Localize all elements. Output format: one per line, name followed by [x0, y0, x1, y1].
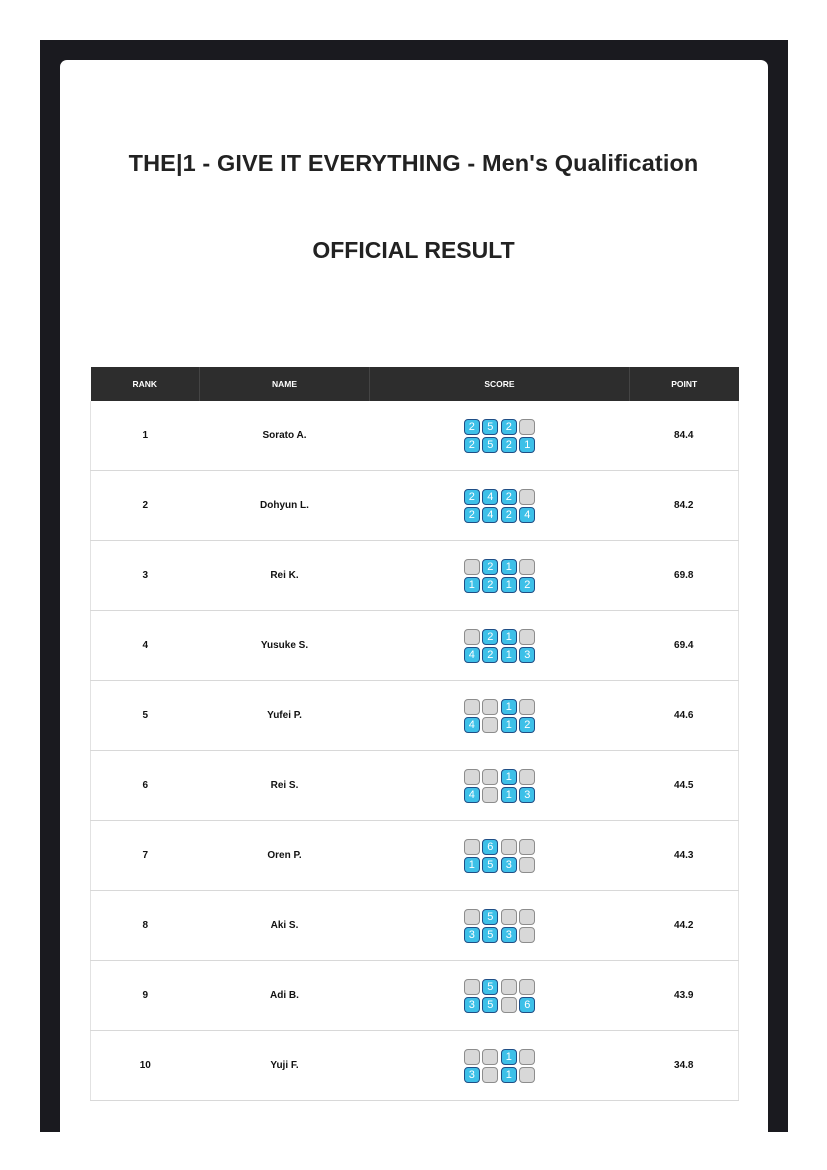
attempt-box: 3: [464, 997, 480, 1013]
header-name: NAME: [200, 367, 370, 401]
attempt-box: 2: [501, 489, 517, 505]
attempt-box: 4: [464, 647, 480, 663]
score-cell: [370, 611, 630, 681]
attempt-box: 2: [482, 647, 498, 663]
attempt-box: 1: [501, 1067, 517, 1083]
empty-attempt-box: [501, 997, 517, 1013]
point-cell: 34.8: [630, 1031, 739, 1101]
header-rank: RANK: [91, 367, 200, 401]
attempt-box: 2: [482, 559, 498, 575]
table-row: [91, 751, 739, 821]
point-cell: 69.4: [630, 611, 739, 681]
attempt-box: 3: [464, 1067, 480, 1083]
empty-attempt-box: [501, 839, 517, 855]
empty-attempt-box: [501, 909, 517, 925]
attempt-box: 1: [501, 787, 517, 803]
empty-attempt-box: [519, 629, 535, 645]
point-cell: 84.2: [630, 471, 739, 541]
attempt-grid: [464, 629, 536, 663]
attempt-box: 1: [501, 629, 517, 645]
empty-attempt-box: [519, 979, 535, 995]
athlete-name: Aki S.: [200, 891, 370, 961]
attempt-box: 5: [482, 857, 498, 873]
rank-cell: 2: [91, 471, 200, 541]
empty-attempt-box: [519, 489, 535, 505]
attempt-box: 3: [501, 857, 517, 873]
point-cell: 44.6: [630, 681, 739, 751]
empty-attempt-box: [464, 909, 480, 925]
empty-attempt-box: [464, 559, 480, 575]
point-cell: 44.5: [630, 751, 739, 821]
athlete-name: Yufei P.: [200, 681, 370, 751]
attempt-box: 3: [464, 927, 480, 943]
rank-cell: 3: [91, 541, 200, 611]
empty-attempt-box: [501, 979, 517, 995]
page-title: THE|1 - GIVE IT EVERYTHING - Men's Qualification: [128, 150, 699, 176]
attempt-box: 2: [501, 437, 517, 453]
rank-cell: 4: [91, 611, 200, 681]
table-row: [91, 961, 739, 1031]
score-cell: [370, 401, 630, 471]
athlete-name: Sorato A.: [200, 401, 370, 471]
rank-cell: 1: [91, 401, 200, 471]
attempt-grid: [464, 1049, 536, 1083]
attempt-box: 5: [482, 437, 498, 453]
attempt-box: 5: [482, 927, 498, 943]
rank-cell: 10: [91, 1031, 200, 1101]
score-cell: [370, 961, 630, 1031]
athlete-name: Oren P.: [200, 821, 370, 891]
attempt-box: 1: [501, 717, 517, 733]
attempt-box: 2: [501, 419, 517, 435]
athlete-name: Yuji F.: [200, 1031, 370, 1101]
empty-attempt-box: [464, 979, 480, 995]
attempt-box: 4: [519, 507, 535, 523]
results-body: [91, 401, 739, 1101]
table-row: [91, 821, 739, 891]
attempt-box: 2: [482, 629, 498, 645]
attempt-box: 1: [501, 1049, 517, 1065]
empty-attempt-box: [519, 419, 535, 435]
empty-attempt-box: [519, 769, 535, 785]
attempt-box: 1: [501, 577, 517, 593]
attempt-grid: [464, 909, 536, 943]
empty-attempt-box: [482, 769, 498, 785]
empty-attempt-box: [519, 559, 535, 575]
attempt-box: 2: [501, 507, 517, 523]
page-subtitle: OFFICIAL RESULT: [312, 237, 515, 263]
attempt-grid: [464, 699, 536, 733]
attempt-box: 4: [464, 717, 480, 733]
table-row: [91, 611, 739, 681]
attempt-box: 5: [482, 419, 498, 435]
athlete-name: Dohyun L.: [200, 471, 370, 541]
attempt-grid: [464, 419, 536, 453]
athlete-name: Rei S.: [200, 751, 370, 821]
attempt-grid: [464, 769, 536, 803]
empty-attempt-box: [464, 769, 480, 785]
empty-attempt-box: [482, 787, 498, 803]
attempt-box: 2: [519, 717, 535, 733]
point-cell: 69.8: [630, 541, 739, 611]
attempt-box: 2: [519, 577, 535, 593]
attempt-box: 3: [519, 647, 535, 663]
attempt-grid: [464, 839, 536, 873]
header-score: SCORE: [370, 367, 630, 401]
attempt-box: 5: [482, 979, 498, 995]
score-cell: [370, 471, 630, 541]
score-cell: [370, 681, 630, 751]
attempt-box: 3: [501, 927, 517, 943]
point-cell: 84.4: [630, 401, 739, 471]
header-row: [91, 367, 739, 401]
attempt-box: 5: [482, 909, 498, 925]
attempt-box: 5: [482, 997, 498, 1013]
empty-attempt-box: [482, 717, 498, 733]
empty-attempt-box: [464, 699, 480, 715]
empty-attempt-box: [482, 1049, 498, 1065]
empty-attempt-box: [519, 1049, 535, 1065]
rank-cell: 9: [91, 961, 200, 1031]
results-table: [90, 367, 739, 1101]
attempt-box: 1: [501, 559, 517, 575]
point-cell: 44.3: [630, 821, 739, 891]
table-row: [91, 681, 739, 751]
table-row: [91, 401, 739, 471]
attempt-grid: [464, 489, 536, 523]
rank-cell: 8: [91, 891, 200, 961]
score-cell: [370, 541, 630, 611]
score-cell: [370, 821, 630, 891]
attempt-box: 6: [482, 839, 498, 855]
empty-attempt-box: [464, 1049, 480, 1065]
empty-attempt-box: [519, 1067, 535, 1083]
attempt-box: 4: [482, 507, 498, 523]
point-cell: 44.2: [630, 891, 739, 961]
attempt-box: 1: [501, 699, 517, 715]
rank-cell: 5: [91, 681, 200, 751]
rank-cell: 6: [91, 751, 200, 821]
empty-attempt-box: [482, 699, 498, 715]
attempt-box: 2: [464, 489, 480, 505]
table-row: [91, 541, 739, 611]
attempt-box: 1: [501, 769, 517, 785]
attempt-box: 2: [464, 507, 480, 523]
athlete-name: Yusuke S.: [200, 611, 370, 681]
score-cell: [370, 751, 630, 821]
attempt-box: 1: [464, 577, 480, 593]
empty-attempt-box: [519, 857, 535, 873]
attempt-grid: [464, 979, 536, 1013]
empty-attempt-box: [519, 839, 535, 855]
attempt-grid: [464, 559, 536, 593]
empty-attempt-box: [482, 1067, 498, 1083]
empty-attempt-box: [464, 839, 480, 855]
attempt-box: 6: [519, 997, 535, 1013]
point-cell: 43.9: [630, 961, 739, 1031]
athlete-name: Adi B.: [200, 961, 370, 1031]
attempt-box: 2: [464, 419, 480, 435]
empty-attempt-box: [519, 927, 535, 943]
athlete-name: Rei K.: [200, 541, 370, 611]
empty-attempt-box: [519, 909, 535, 925]
rank-cell: 7: [91, 821, 200, 891]
attempt-box: 1: [501, 647, 517, 663]
attempt-box: 2: [464, 437, 480, 453]
table-row: [91, 1031, 739, 1101]
attempt-box: 2: [482, 577, 498, 593]
empty-attempt-box: [519, 699, 535, 715]
score-cell: [370, 1031, 630, 1101]
header-point: POINT: [630, 367, 739, 401]
score-cell: [370, 891, 630, 961]
attempt-box: 4: [482, 489, 498, 505]
attempt-box: 1: [519, 437, 535, 453]
table-row: [91, 471, 739, 541]
empty-attempt-box: [464, 629, 480, 645]
table-row: [91, 891, 739, 961]
attempt-box: 4: [464, 787, 480, 803]
attempt-box: 3: [519, 787, 535, 803]
attempt-box: 1: [464, 857, 480, 873]
